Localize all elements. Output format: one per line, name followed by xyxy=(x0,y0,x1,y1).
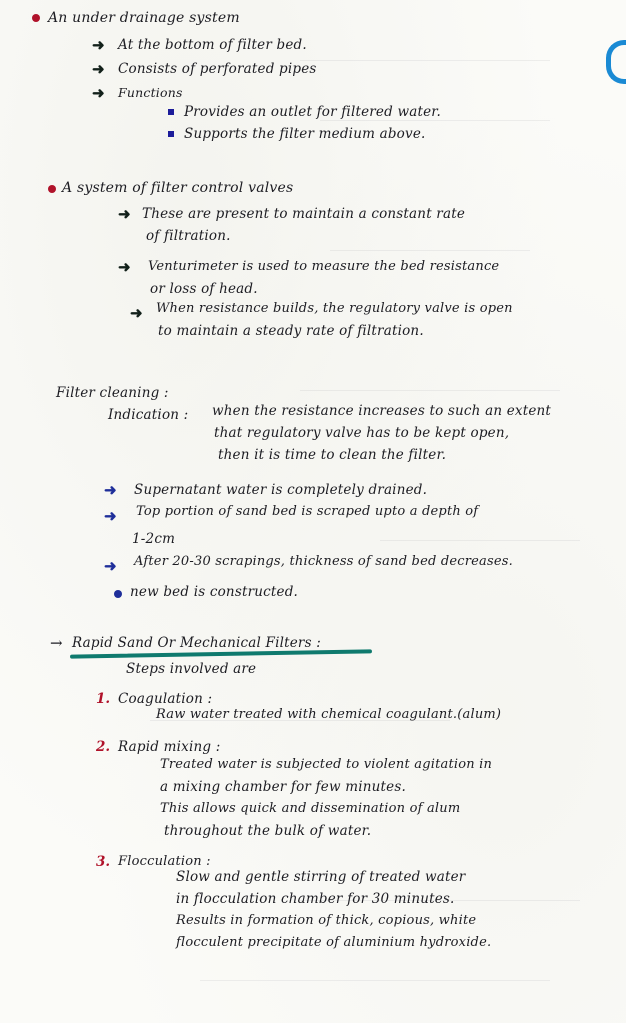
list-item: Top portion of sand bed is scraped upto a depth of xyxy=(136,504,479,519)
step-title: Flocculation : xyxy=(118,854,211,869)
right-arrow-icon: ➜ xyxy=(92,84,105,102)
blue-square-icon xyxy=(168,131,174,137)
list-item: These are present to maintain a constant rate xyxy=(142,206,466,222)
step-title: Rapid mixing : xyxy=(118,739,221,755)
blue-square-icon xyxy=(168,109,174,115)
section-title: An under drainage system xyxy=(48,10,240,26)
red-dot-icon xyxy=(48,185,56,193)
step-line: Treated water is subjected to violent agitation in xyxy=(160,757,493,772)
right-arrow-icon: ➜ xyxy=(92,36,105,54)
red-dot-icon xyxy=(32,14,40,22)
right-arrow-icon: ➜ xyxy=(118,205,131,223)
right-arrow-icon: ➜ xyxy=(130,304,143,322)
blue-bracket-icon xyxy=(606,40,626,84)
section-title: Filter cleaning : xyxy=(56,385,169,401)
step-title: Coagulation : xyxy=(118,691,213,707)
list-item: Supports the filter medium above. xyxy=(184,126,426,142)
indication-line: then it is time to clean the filter. xyxy=(218,447,447,463)
right-arrow-icon: ➜ xyxy=(104,557,117,575)
list-item: Functions xyxy=(118,85,183,100)
indication-line: that regulatory valve has to be kept open, xyxy=(214,425,510,441)
list-item: of filtration. xyxy=(146,228,231,244)
step-line: Raw water treated with chemical coagulant.(alum) xyxy=(156,707,502,722)
list-item: new bed is constructed. xyxy=(130,584,299,600)
subtitle: Steps involved are xyxy=(126,661,257,677)
step-number: 1. xyxy=(96,691,111,707)
step-line: a mixing chamber for few minutes. xyxy=(160,779,406,795)
right-arrow-icon: ➜ xyxy=(92,60,105,78)
step-number: 2. xyxy=(96,739,111,755)
list-item: Consists of perforated pipes xyxy=(118,61,317,77)
list-item: 1-2cm xyxy=(132,531,176,547)
step-line: This allows quick and dissemination of alum xyxy=(160,801,461,816)
list-item: Provides an outlet for filtered water. xyxy=(184,104,441,120)
indication-label: Indication : xyxy=(108,407,189,423)
list-item: to maintain a steady rate of filtration. xyxy=(158,323,424,339)
blue-dot-icon xyxy=(114,590,122,598)
right-arrow-icon: ➜ xyxy=(104,507,117,525)
list-item: After 20-30 scrapings, thickness of sand bed decreases. xyxy=(134,554,513,569)
step-line: Results in formation of thick, copious, white xyxy=(176,913,477,928)
section-title: A system of filter control valves xyxy=(62,180,294,196)
list-item: Venturimeter is used to measure the bed resistance xyxy=(148,259,500,274)
indication-line: when the resistance increases to such an extent xyxy=(212,403,552,419)
step-number: 3. xyxy=(96,854,111,870)
heading-arrow: → xyxy=(50,634,63,652)
right-arrow-icon: ➜ xyxy=(118,258,131,276)
list-item: At the bottom of filter bed. xyxy=(118,37,307,53)
step-line: in flocculation chamber for 30 minutes. xyxy=(176,891,455,907)
section-title: Rapid Sand Or Mechanical Filters : xyxy=(72,635,321,651)
list-item: or loss of head. xyxy=(150,281,258,297)
step-line: throughout the bulk of water. xyxy=(164,823,372,839)
step-line: Slow and gentle stirring of treated water xyxy=(176,869,466,885)
list-item: Supernatant water is completely drained. xyxy=(134,482,428,498)
step-line: flocculent precipitate of aluminium hydroxide. xyxy=(176,935,492,950)
list-item: When resistance builds, the regulatory valve is open xyxy=(156,301,513,316)
right-arrow-icon: ➜ xyxy=(104,481,117,499)
